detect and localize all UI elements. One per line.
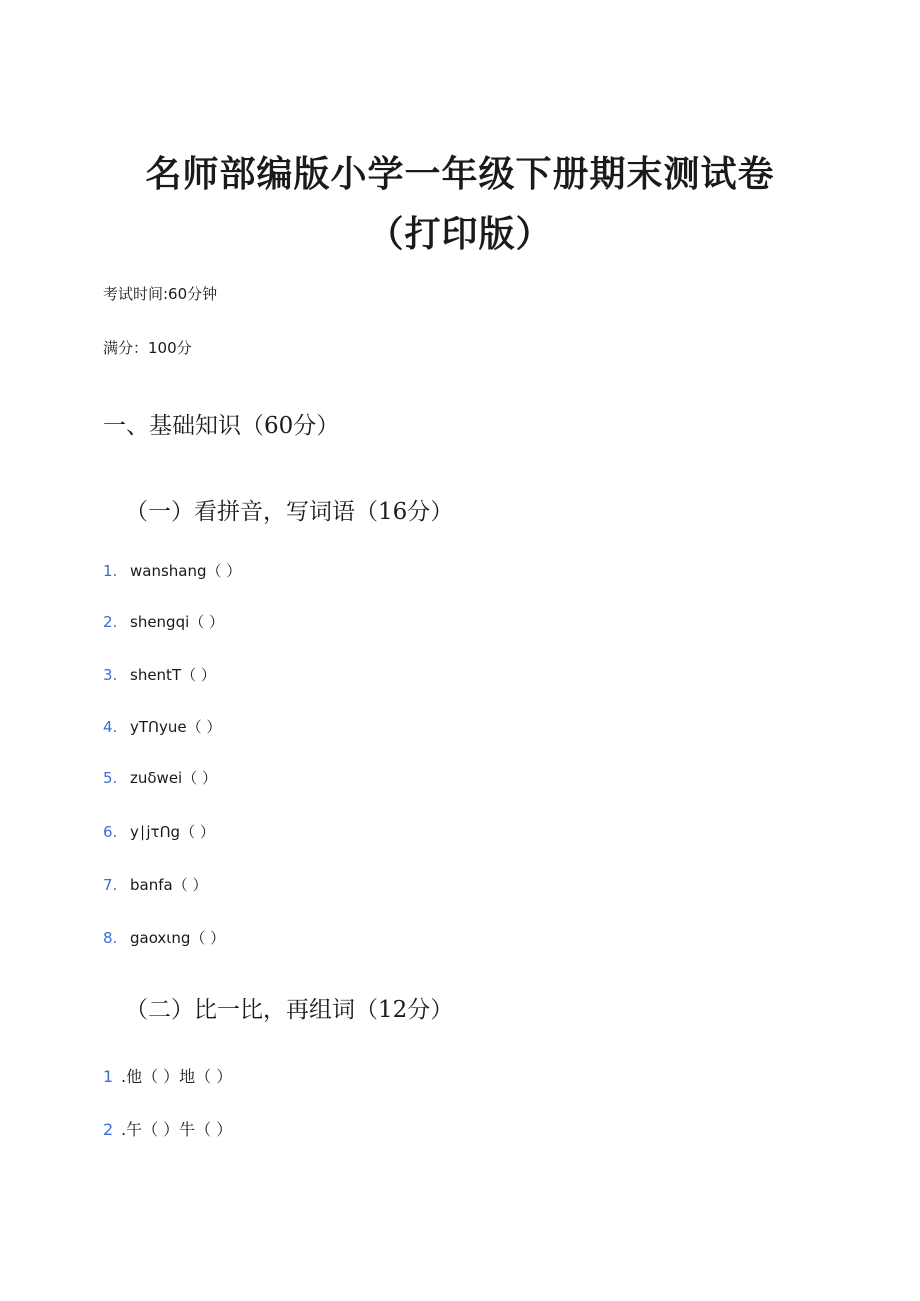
list-item-number: 2. <box>103 613 118 631</box>
list-item-text: y∣jτՈg（ ） <box>130 823 215 841</box>
list-item-text: shengqi（ ） <box>130 613 225 631</box>
list-item-number: 8. <box>103 929 118 947</box>
section-basic-knowledge-points: （60分） <box>241 413 340 439</box>
list-item <box>103 560 241 581</box>
page-title: 名师部编版小学一年级下册期末测试卷 <box>145 154 775 195</box>
subsection-pinyin-points: （16分） <box>355 499 454 525</box>
list-item-number: 1. <box>103 562 118 580</box>
list-item-text: yTՈyue（ ） <box>130 718 222 736</box>
list-item <box>103 821 215 842</box>
list-item <box>103 611 224 632</box>
list-item <box>103 1117 232 1140</box>
list-item <box>103 1064 232 1087</box>
list-item-number: 5. <box>103 769 118 787</box>
list-item-number: 3. <box>103 666 118 684</box>
list-item <box>103 716 221 737</box>
section-basic-knowledge <box>103 407 339 440</box>
list-item-number: 7. <box>103 876 118 894</box>
list-item-text: shentT（ ） <box>130 666 216 684</box>
list-item <box>103 927 225 948</box>
subsection-compare-points: （12分） <box>355 997 454 1023</box>
list-item <box>103 874 207 895</box>
exam-time: 考试时间:60分钟 <box>103 285 218 303</box>
subsection-pinyin-label: （一）看拼音，写词语 <box>125 499 355 525</box>
subsection-compare-label: （二）比一比，再组词 <box>125 997 355 1023</box>
list-item-number: 4. <box>103 718 118 736</box>
list-item-text: .午（ ）牛（ ） <box>121 1120 233 1139</box>
list-item-text: gaoxιng（ ） <box>130 929 226 947</box>
list-item-number: 2 <box>103 1120 114 1139</box>
subsection-compare <box>125 991 453 1024</box>
page-subtitle: （打印版） <box>367 214 553 255</box>
section-basic-knowledge-label: 一、基础知识 <box>103 413 241 439</box>
exam-full-score: 满分：100分 <box>103 339 192 357</box>
list-item-text: wanshang（ ） <box>130 562 242 580</box>
list-item <box>103 664 216 685</box>
list-item-text: zuδwei（ ） <box>130 769 217 787</box>
list-item-text: .他（ ）地（ ） <box>121 1067 233 1086</box>
subsection-pinyin <box>125 493 453 526</box>
list-item-number: 1 <box>103 1067 114 1086</box>
list-item-text: banfa（ ） <box>130 876 208 894</box>
list-item <box>103 767 217 788</box>
list-item-number: 6. <box>103 823 118 841</box>
